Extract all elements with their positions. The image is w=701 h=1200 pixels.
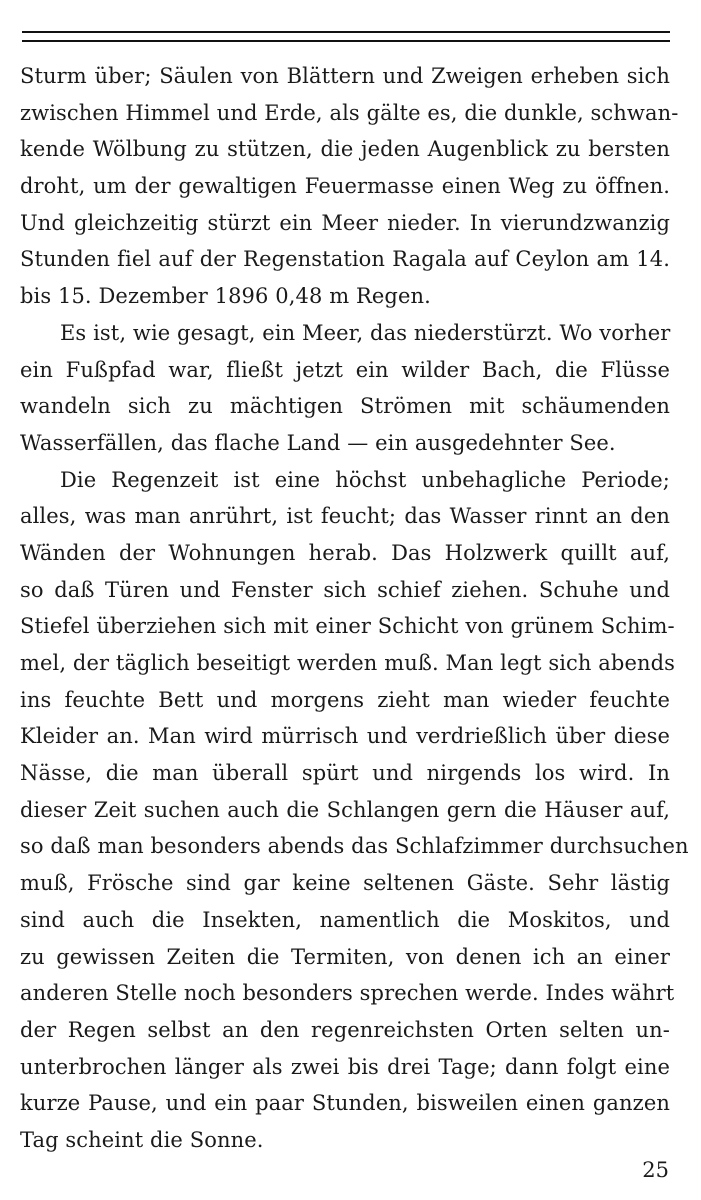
text-line: sind auch die Insekten, namentlich die Moskitos, und <box>20 907 670 932</box>
text-line: zu gewissen Zeiten die Termiten, von denen ich an einer <box>20 944 670 969</box>
text-line: alles, was man anrührt, ist feucht; das Wasser rinnt an den <box>20 504 670 529</box>
text-line: Stunden fiel auf der Regenstation Ragala auf Ceylon am 14. <box>20 247 670 272</box>
text-line: droht, um der gewaltigen Feuermasse einen Weg zu öffnen. <box>20 174 670 199</box>
text-line: kurze Pause, und ein paar Stunden, bisweilen einen ganzen <box>20 1091 670 1116</box>
text-line: Wasserfällen, das flache Land — ein ausgedehnter See. <box>20 430 616 455</box>
text-line: kende Wölbung zu stützen, die jeden Augenblick zu bersten <box>20 137 670 162</box>
text-line: so daß Türen und Fenster sich schief ziehen. Schuhe und <box>20 577 670 602</box>
text-line: Stiefel überziehen sich mit einer Schicht von grünem Schim- <box>20 614 675 639</box>
text-line: wandeln sich zu mächtigen Strömen mit schäumenden <box>20 394 670 419</box>
paragraph <box>20 315 670 462</box>
text-line: Sturm über; Säulen von Blättern und Zweigen erheben sich <box>20 64 670 88</box>
paragraph <box>20 462 689 1159</box>
paragraph <box>20 58 679 315</box>
text-line: Die Regenzeit ist eine höchst unbehagliche Periode; <box>60 467 670 492</box>
header-rule-bottom <box>22 40 670 42</box>
text-line: bis 15. Dezember 1896 0,48 m Regen. <box>20 284 431 309</box>
text-line: Und gleichzeitig stürzt ein Meer nieder. In vierundzwanzig <box>20 210 670 235</box>
text-line: mel, der täglich beseitigt werden muß. Man legt sich abends <box>20 651 676 675</box>
text-line: zwischen Himmel und Erde, als gälte es, die dunkle, schwan- <box>20 100 679 125</box>
text-line: Es ist, wie gesagt, ein Meer, das niederstürzt. Wo vorher <box>60 320 671 345</box>
text-line: anderen Stelle noch besonders sprechen werde. Indes währt <box>20 981 675 1006</box>
text-line: ins feuchte Bett und morgens zieht man wieder feuchte <box>20 687 670 712</box>
header-rule-top <box>22 31 670 33</box>
text-line: so daß man besonders abends das Schlafzimmer durchsuchen <box>20 834 689 859</box>
text-line: ein Fußpfad war, fließt jetzt ein wilder Bach, die Flüsse <box>20 357 670 382</box>
text-line: Kleider an. Man wird mürrisch und verdrießlich über diese <box>20 724 670 749</box>
text-line: der Regen selbst an den regenreichsten Orten selten un- <box>20 1017 670 1042</box>
text-line: dieser Zeit suchen auch die Schlangen gern die Häuser auf, <box>20 797 670 822</box>
body-text <box>20 58 689 1159</box>
text-line: Nässe, die man überall spürt und nirgends los wird. In <box>20 761 670 786</box>
page-number: 25 <box>642 1158 669 1182</box>
text-line: muß, Frösche sind gar keine seltenen Gäste. Sehr lästig <box>20 871 670 896</box>
text-line: unterbrochen länger als zwei bis drei Tage; dann folgt eine <box>20 1054 670 1079</box>
text-line: Tag scheint die Sonne. <box>20 1127 264 1152</box>
text-line: Wänden der Wohnungen herab. Das Holzwerk quillt auf, <box>20 540 670 565</box>
